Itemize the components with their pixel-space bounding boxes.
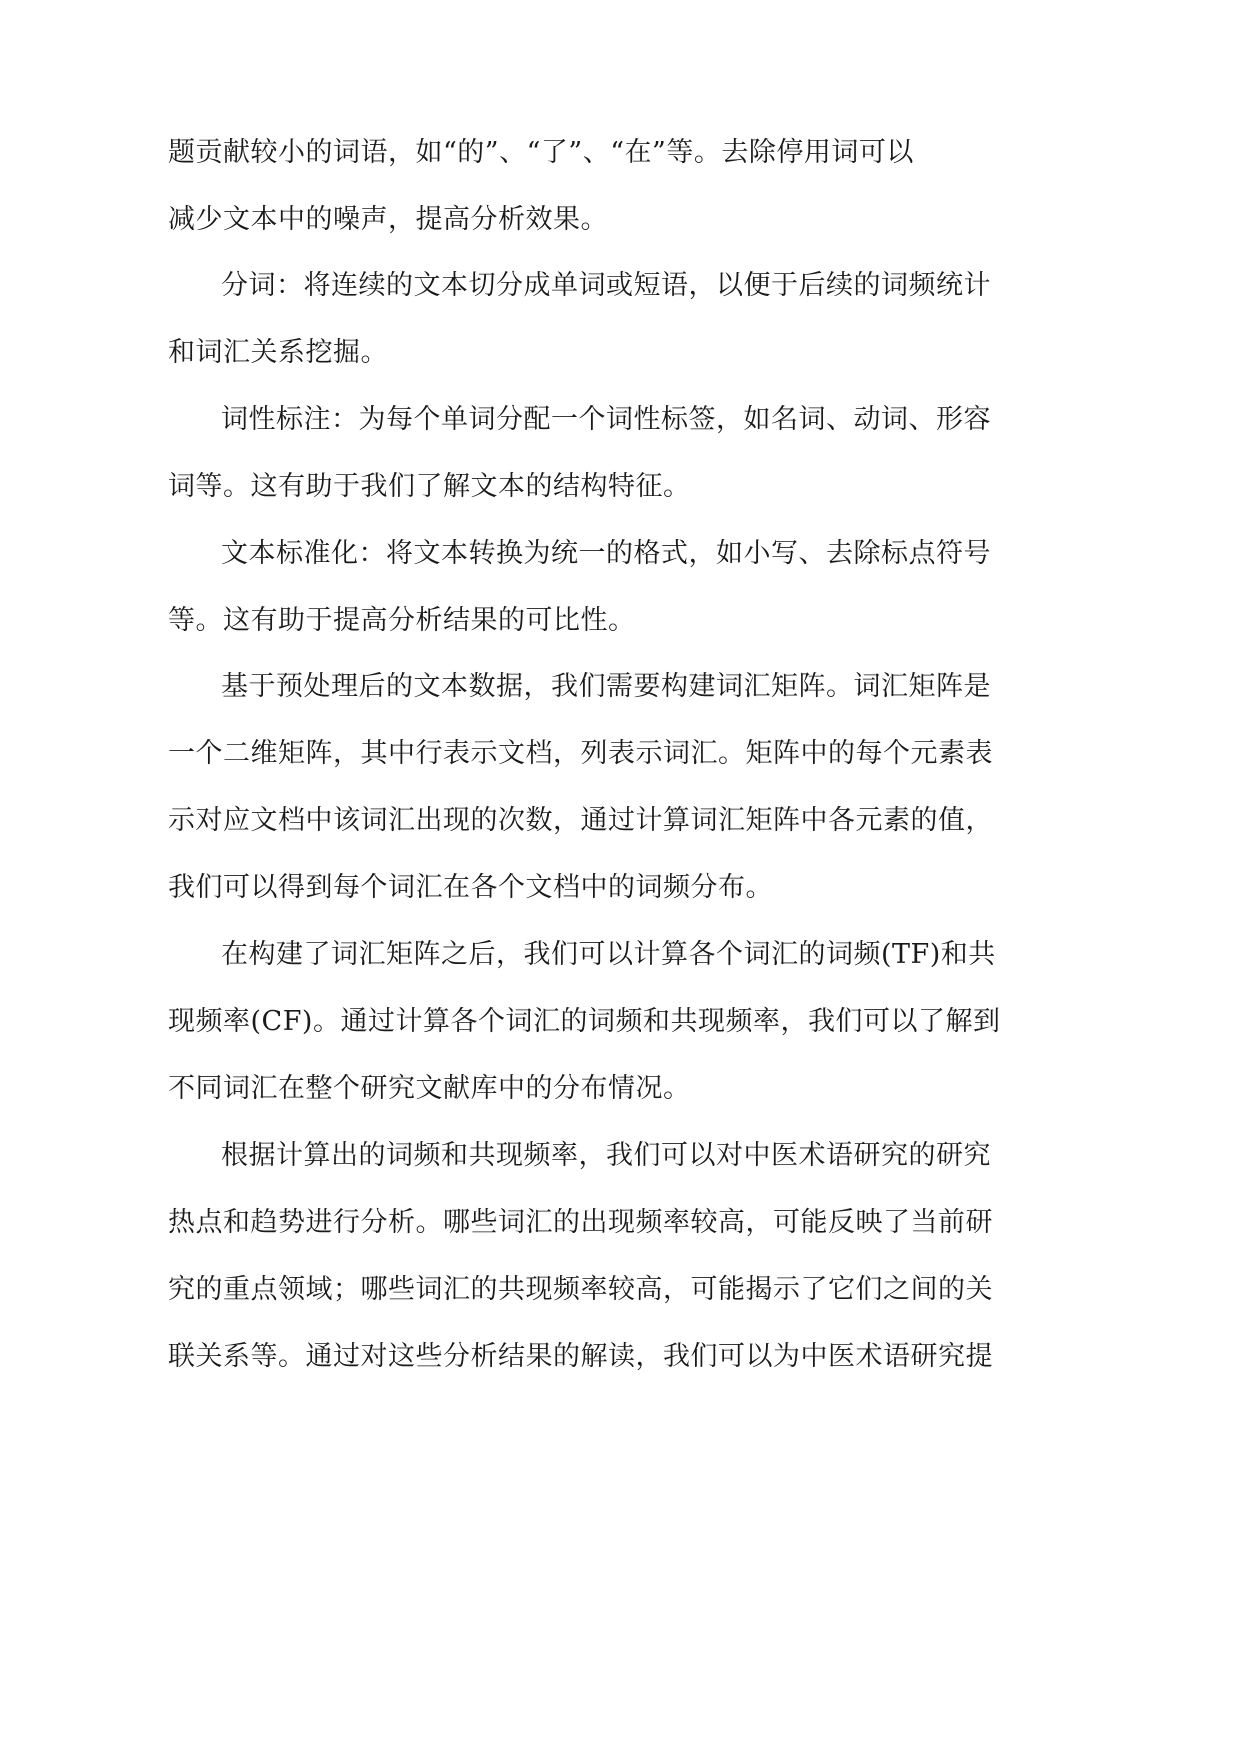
- text-line: 等。这有助于提高分析结果的可比性。: [168, 605, 636, 636]
- text-line: 分词：将连续的文本切分成单词或短语，以便于后续的词频统计: [221, 270, 991, 301]
- text-line: 根据计算出的词频和共现频率，我们可以对中医术语研究的研究: [221, 1140, 991, 1171]
- text-line: 现频率(CF)。通过计算各个词汇的词频和共现频率，我们可以了解到: [168, 1006, 1001, 1037]
- text-line: 示对应文档中该词汇出现的次数，通过计算词汇矩阵中各元素的值，: [168, 805, 993, 836]
- text-line: 联关系等。通过对这些分析结果的解读，我们可以为中医术语研究提: [168, 1341, 993, 1372]
- text-line: 我们可以得到每个词汇在各个文档中的词频分布。: [168, 872, 773, 903]
- text-line: 词等。这有助于我们了解文本的结构特征。: [168, 471, 691, 502]
- text-line: 不同词汇在整个研究文献库中的分布情况。: [168, 1073, 691, 1104]
- text-line: 在构建了词汇矩阵之后，我们可以计算各个词汇的词频(TF)和共: [221, 939, 996, 970]
- text-line: 和词汇关系挖掘。: [168, 337, 388, 368]
- text-line: 热点和趋势进行分析。哪些词汇的出现频率较高，可能反映了当前研: [168, 1207, 993, 1238]
- text-line: 减少文本中的噪声，提高分析效果。: [168, 204, 608, 235]
- text-line: 究的重点领域；哪些词汇的共现频率较高，可能揭示了它们之间的关: [168, 1274, 993, 1305]
- text-line: 题贡献较小的词语，如“的”、“了”、“在”等。去除停用词可以: [168, 137, 914, 168]
- text-line: 基于预处理后的文本数据，我们需要构建词汇矩阵。词汇矩阵是: [221, 671, 991, 702]
- text-line: 词性标注：为每个单词分配一个词性标签，如名词、动词、形容: [221, 404, 991, 435]
- text-line: 一个二维矩阵，其中行表示文档，列表示词汇。矩阵中的每个元素表: [168, 738, 993, 769]
- text-line: 文本标准化：将文本转换为统一的格式，如小写、去除标点符号: [221, 538, 991, 569]
